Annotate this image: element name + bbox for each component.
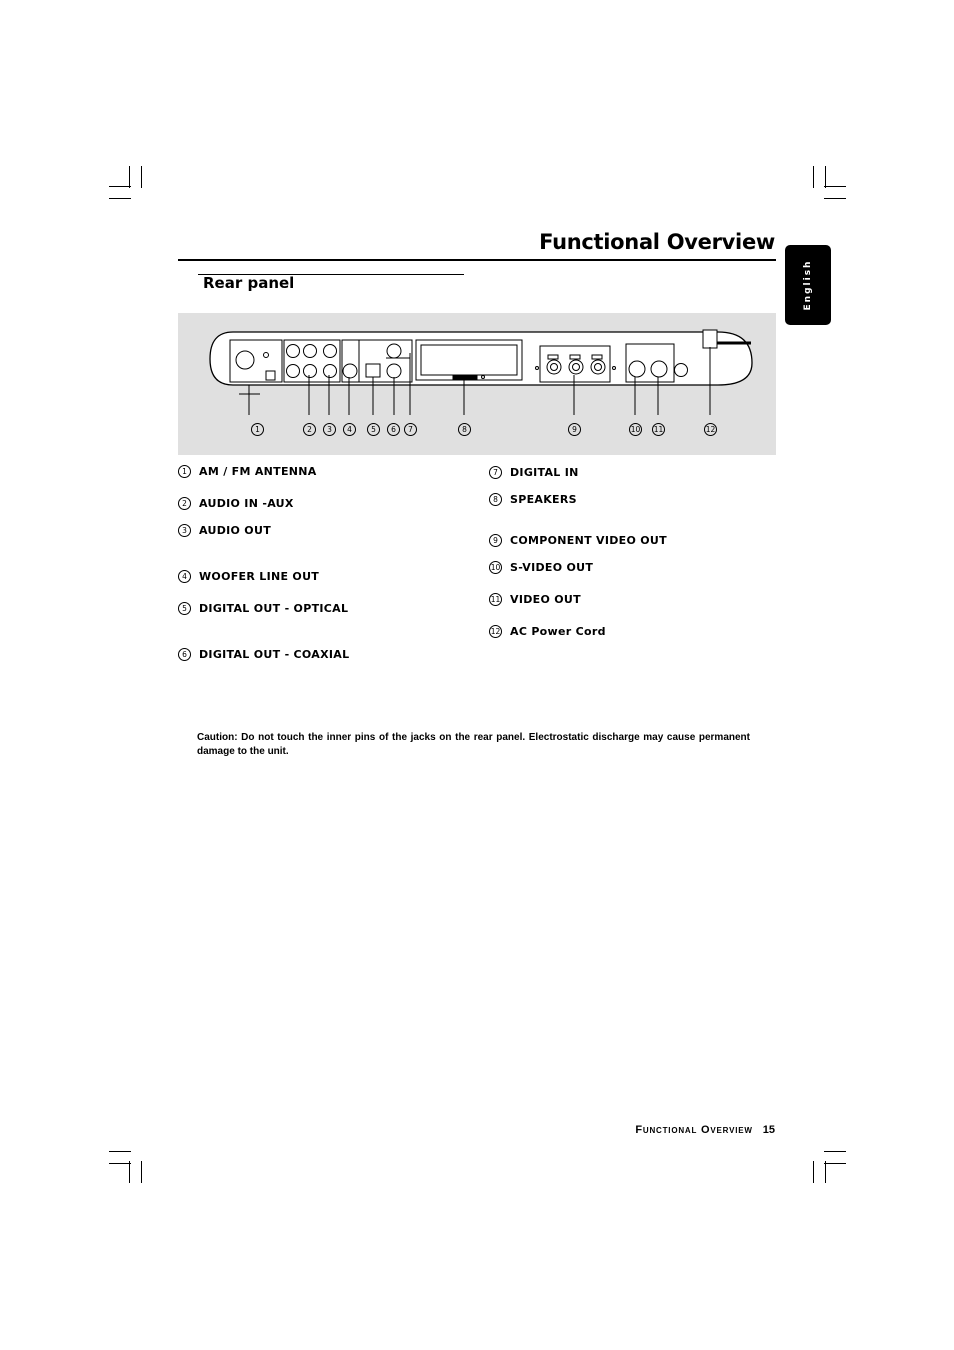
legend-label: DIGITAL IN (510, 466, 579, 479)
callout-number: 12 (490, 627, 501, 636)
callout-12: 12 (705, 425, 716, 434)
callout-number: 9 (489, 534, 502, 547)
legend-item-audio-out (178, 524, 271, 537)
legend-label: AUDIO OUT (199, 524, 271, 537)
legend-label: COMPONENT VIDEO OUT (510, 534, 667, 547)
callout-number: 2 (178, 497, 191, 510)
callout-2: 2 (303, 423, 316, 436)
legend-item-ac-power-cord (489, 625, 606, 638)
callout-3: 3 (323, 423, 336, 436)
legend-item-s-video-out (489, 561, 593, 574)
language-tab-label: English (803, 259, 813, 311)
legend-item-speakers (489, 493, 577, 506)
callout-4: 4 (343, 423, 356, 436)
callout-7: 7 (404, 423, 417, 436)
callout-number: 4 (178, 570, 191, 583)
legend-item-am-fm-antenna (178, 465, 317, 478)
section-title: Rear panel (203, 274, 295, 292)
callout-8: 8 (458, 423, 471, 436)
legend-label: DIGITAL OUT - OPTICAL (199, 602, 349, 615)
legend-label: SPEAKERS (510, 493, 577, 506)
legend-item-video-out (489, 593, 581, 606)
callout-number: 7 (489, 466, 502, 479)
page-footer (635, 1124, 775, 1136)
legend-item-audio-in-aux (178, 497, 294, 510)
callout-6: 6 (387, 423, 400, 436)
caution-note: Caution: Do not touch the inner pins of the jacks on the rear panel. Electrostatic discharge may cause permanent damage to the unit. (197, 732, 750, 757)
callout-10: 10 (630, 425, 641, 434)
callout-5: 5 (367, 423, 380, 436)
rear-panel-illustration (178, 313, 776, 455)
page-title: Functional Overview (539, 230, 775, 254)
legend-item-digital-out-coaxial (178, 648, 349, 661)
language-tab (785, 245, 831, 325)
callout-number: 11 (490, 595, 501, 604)
legend-label: WOOFER LINE OUT (199, 570, 320, 583)
callout-number: 3 (178, 524, 191, 537)
rear-panel-diagram (178, 313, 776, 455)
legend-label: DIGITAL OUT - COAXIAL (199, 648, 350, 661)
legend-label: AM / FM ANTENNA (199, 465, 317, 478)
legend-label: S-VIDEO OUT (510, 561, 594, 574)
legend-label: VIDEO OUT (510, 593, 581, 606)
legend-label: AC Power Cord (510, 625, 606, 638)
legend-item-component-video-out (489, 534, 667, 547)
callout-number: 10 (490, 563, 501, 572)
callout-number: 6 (178, 648, 191, 661)
legend-item-woofer-line-out (178, 570, 319, 583)
legend-label: AUDIO IN -AUX (199, 497, 294, 510)
callout-number: 1 (178, 465, 191, 478)
callout-1: 1 (251, 423, 264, 436)
callout-9: 9 (568, 423, 581, 436)
page-number: 15 (762, 1124, 775, 1136)
legend-item-digital-out-optical (178, 602, 348, 615)
title-rule (178, 259, 776, 261)
callout-number: 8 (489, 493, 502, 506)
legend-item-digital-in (489, 466, 579, 479)
callout-11: 11 (653, 425, 664, 434)
callout-number: 5 (178, 602, 191, 615)
footer-section-name: Functional Overview (635, 1124, 753, 1136)
